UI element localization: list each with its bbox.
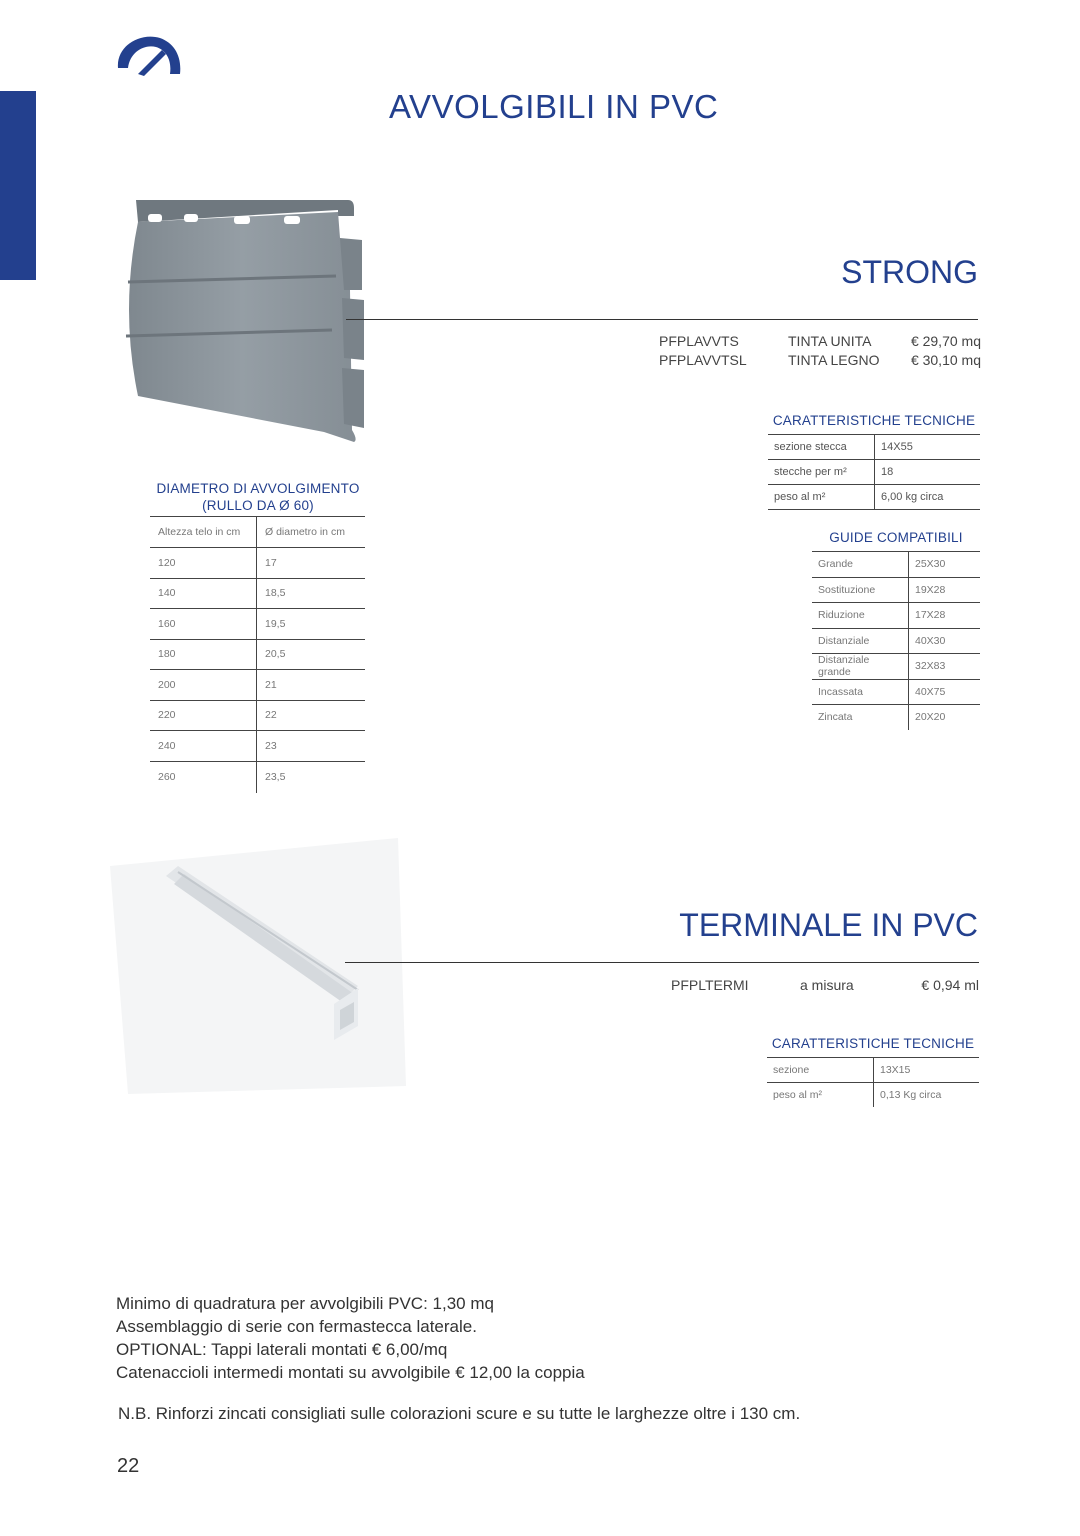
table-row [812,705,980,730]
guide-label: Zincata [812,705,909,730]
table-row [812,603,980,629]
guide-value: 40X75 [909,679,981,705]
column-header: Ø diametro in cm [257,517,366,548]
nb-note: N.B. Rinforzi zincati consigliati sulle colorazioni scure e su tutte le larghezze oltre i 130 cm. [118,1404,801,1423]
product-desc: TINTA UNITA [788,333,872,349]
column-header: Altezza telo in cm [150,517,257,548]
guide-label: Distanziale grande [812,654,909,680]
table-row [150,548,365,579]
diameter-cell: 19,5 [257,609,366,640]
height-cell: 200 [150,670,257,701]
product-price: € 29,70 mq [910,333,981,349]
guide-label: Riduzione [812,603,909,629]
table-row [768,460,980,485]
product-price: € 0,94 ml [921,977,979,993]
terminale-specs-title: CARATTERISTICHE TECNICHE [771,1036,975,1051]
table-row [150,700,365,731]
guide-value: 19X28 [909,577,981,603]
table-row [768,485,980,510]
notes-block [116,1292,585,1384]
table-row [150,731,365,762]
diameter-title-line: (RULLO DA Ø 60) [202,498,314,513]
diameter-cell: 23 [257,731,366,762]
terminale-specs-table [767,1057,979,1107]
spec-label: peso al m² [767,1083,874,1108]
terminale-title: TERMINALE IN PVC [679,907,978,943]
page-title: AVVOLGIBILI IN PVC [389,88,719,125]
guide-label: Distanziale [812,628,909,654]
guide-label: Sostituzione [812,577,909,603]
brand-logo-icon [112,30,184,78]
guide-value: 20X20 [915,711,946,724]
spec-label: peso al m² [768,485,875,510]
page-number: 22 [117,1455,140,1477]
strong-divider [346,319,978,320]
spec-value: 13X15 [874,1058,980,1083]
height-cell: 140 [150,578,257,609]
terminale-divider [345,962,979,963]
spec-value: 18 [875,460,981,485]
product-desc: TINTA LEGNO [788,352,880,368]
note-line: Assemblaggio di serie con fermastecca laterale. [116,1317,477,1336]
guide-label: Incassata [812,679,909,705]
guides-table [812,551,980,730]
table-row [150,670,365,701]
height-cell: 240 [150,731,257,762]
product-code: PFPLTERMI [671,977,749,993]
diameter-cell: 17 [257,548,366,579]
table-row [767,1058,979,1083]
strong-specs-title: CARATTERISTICHE TECNICHE [772,413,976,428]
table-header-row [150,517,365,548]
diameter-cell: 23,5 [265,771,286,783]
diameter-title-line: DIAMETRO DI AVVOLGIMENTO [156,481,360,496]
diameter-title [150,480,366,514]
note-line: Minimo di quadratura per avvolgibili PVC: 1,30 mq [116,1294,494,1313]
guide-label: Grande [812,552,909,578]
spec-label: sezione stecca [768,435,875,460]
spec-label: sezione [767,1058,874,1083]
height-cell: 220 [150,700,257,731]
note-line: Catenaccioli intermedi montati su avvolgibile € 12,00 la coppia [116,1363,585,1382]
strong-specs-table [768,434,980,510]
diameter-cell: 20,5 [257,639,366,670]
diameter-table [150,516,365,793]
spec-value: 14X55 [875,435,981,460]
terminale-profile-image [108,836,408,1096]
table-row [767,1083,979,1108]
height-cell: 160 [150,609,257,640]
guides-title: GUIDE COMPATIBILI [829,530,963,545]
product-code: PFPLAVVTSL [659,352,747,368]
table-row [768,435,980,460]
product-price: € 30,10 mq [910,352,981,368]
height-cell: 260 [150,761,257,793]
sidebar-accent-bar [0,91,36,280]
height-cell: 120 [150,548,257,579]
strong-title: STRONG [841,254,978,290]
spec-label: stecche per m² [768,460,875,485]
table-row [812,577,980,603]
table-row [812,552,980,578]
spec-value: 6,00 kg circa [875,485,981,510]
table-row [150,639,365,670]
table-row [812,679,980,705]
note-line: OPTIONAL: Tappi laterali montati € 6,00/mq [116,1340,448,1359]
table-row [812,628,980,654]
guide-value: 40X30 [909,628,981,654]
product-desc: a misura [800,977,854,993]
spec-value: 0,13 Kg circa [880,1089,942,1101]
table-row [812,654,980,680]
guide-value: 32X83 [909,654,981,680]
guide-value: 25X30 [909,552,981,578]
strong-slat-image [118,190,374,452]
guide-value: 17X28 [909,603,981,629]
table-row [150,578,365,609]
diameter-cell: 18,5 [257,578,366,609]
table-row [150,761,365,793]
product-code: PFPLAVVTS [659,333,739,349]
height-cell: 180 [150,639,257,670]
table-row [150,609,365,640]
diameter-cell: 21 [257,670,366,701]
diameter-cell: 22 [257,700,366,731]
